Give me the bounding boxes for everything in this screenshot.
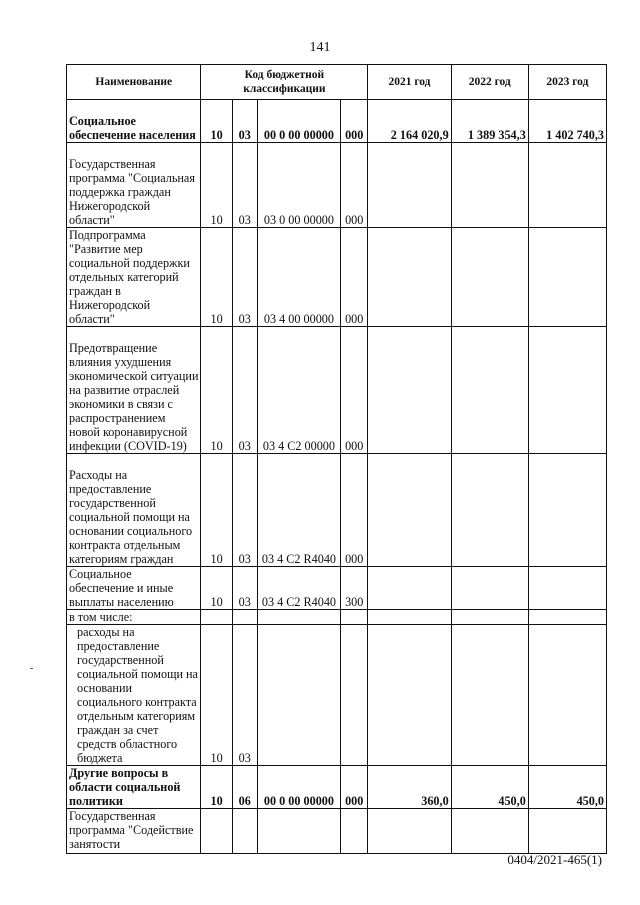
row-code-type: 000	[341, 454, 368, 567]
row-code-target: 00 0 00 00000	[257, 766, 340, 809]
header-2023: 2023 год	[528, 65, 606, 100]
table-row	[67, 766, 607, 809]
table-row	[67, 567, 607, 610]
row-code-section	[201, 610, 232, 625]
row-code-subsection: 03	[232, 567, 257, 610]
row-value-2022	[451, 228, 528, 327]
row-name: Социальное обеспечение и иные выплаты населению	[67, 567, 201, 610]
row-value-2022	[451, 567, 528, 610]
row-value-2022	[451, 625, 528, 766]
row-value-2021	[368, 228, 451, 327]
row-code-section: 10	[201, 567, 232, 610]
row-code-type: 000	[341, 766, 368, 809]
row-value-2021	[368, 454, 451, 567]
row-code-subsection	[232, 809, 257, 854]
row-name: Социальное обеспечение населения	[67, 100, 201, 143]
row-name: Государственная программа "Содействие занятости	[67, 809, 201, 854]
row-code-subsection: 03	[232, 625, 257, 766]
row-value-2022	[451, 143, 528, 228]
row-value-2023	[528, 327, 606, 454]
row-value-2022	[451, 610, 528, 625]
row-code-target	[257, 809, 340, 854]
table-row	[67, 610, 607, 625]
row-code-subsection: 03	[232, 228, 257, 327]
row-value-2023	[528, 610, 606, 625]
row-code-target: 03 4 C2 00000	[257, 327, 340, 454]
row-name: расходы на предоставление государственной социальной помощи на основании социального контракта отдельным категориям граждан за счет средств областного бюджета	[67, 625, 201, 766]
row-value-2023: 450,0	[528, 766, 606, 809]
row-code-type: 000	[341, 100, 368, 143]
row-value-2021	[368, 143, 451, 228]
table-row	[67, 809, 607, 854]
header-2022: 2022 год	[451, 65, 528, 100]
row-code-type: 300	[341, 567, 368, 610]
row-code-section	[201, 809, 232, 854]
row-code-section: 10	[201, 454, 232, 567]
row-code-target: 03 4 00 00000	[257, 228, 340, 327]
row-name: Расходы на предоставление государственной социальной помощи на основании социального контракта отдельным категориям граждан	[67, 454, 201, 567]
row-value-2021	[368, 625, 451, 766]
row-value-2022	[451, 809, 528, 854]
row-value-2021: 360,0	[368, 766, 451, 809]
row-code-subsection	[232, 610, 257, 625]
row-code-type	[341, 610, 368, 625]
row-code-target	[257, 625, 340, 766]
row-value-2022	[451, 327, 528, 454]
header-row	[67, 65, 607, 100]
row-name: Предотвращение влияния ухудшения экономической ситуации на развитие отраслей экономики в связи с распространением новой коронавирусной инфекции (COVID-19)	[67, 327, 201, 454]
row-code-section: 10	[201, 327, 232, 454]
row-code-target: 03 4 C2 R4040	[257, 454, 340, 567]
row-code-section: 10	[201, 143, 232, 228]
row-code-type	[341, 809, 368, 854]
row-code-type: 000	[341, 228, 368, 327]
row-code-subsection: 03	[232, 327, 257, 454]
document-code: 0404/2021-465(1)	[507, 852, 602, 867]
row-code-subsection: 06	[232, 766, 257, 809]
row-value-2021	[368, 567, 451, 610]
row-value-2021	[368, 610, 451, 625]
row-name: в том числе:	[67, 610, 201, 625]
row-code-type: 000	[341, 143, 368, 228]
row-value-2021: 2 164 020,9	[368, 100, 451, 143]
row-code-section: 10	[201, 100, 232, 143]
row-value-2022	[451, 454, 528, 567]
row-code-type	[341, 625, 368, 766]
row-value-2023	[528, 625, 606, 766]
row-value-2023: 1 402 740,3	[528, 100, 606, 143]
page-number: 141	[309, 40, 331, 55]
row-name: Государственная программа "Социальная поддержка граждан Нижегородской области"	[67, 143, 201, 228]
row-code-target: 03 0 00 00000	[257, 143, 340, 228]
row-value-2023	[528, 567, 606, 610]
row-value-2023	[528, 143, 606, 228]
row-name: Подпрограмма "Развитие мер социальной поддержки отдельных категорий граждан в Нижегородской области"	[67, 228, 201, 327]
row-code-target	[257, 610, 340, 625]
row-code-section: 10	[201, 228, 232, 327]
table-row	[67, 625, 607, 766]
row-code-section: 10	[201, 766, 232, 809]
row-value-2023	[528, 809, 606, 854]
row-code-target: 00 0 00 00000	[257, 100, 340, 143]
table-row	[67, 100, 607, 143]
row-value-2023	[528, 454, 606, 567]
table-row	[67, 228, 607, 327]
header-code: Код бюджетной классификации	[201, 65, 368, 100]
row-value-2022: 1 389 354,3	[451, 100, 528, 143]
row-code-subsection: 03	[232, 454, 257, 567]
header-2021: 2021 год	[368, 65, 451, 100]
table-row	[67, 143, 607, 228]
row-code-subsection: 03	[232, 100, 257, 143]
row-value-2021	[368, 327, 451, 454]
table-row	[67, 454, 607, 567]
budget-table	[66, 64, 607, 854]
row-code-target: 03 4 C2 R4040	[257, 567, 340, 610]
row-code-section: 10	[201, 625, 232, 766]
row-value-2022: 450,0	[451, 766, 528, 809]
row-name: Другие вопросы в области социальной политики	[67, 766, 201, 809]
table-row	[67, 327, 607, 454]
row-value-2021	[368, 809, 451, 854]
row-value-2023	[528, 228, 606, 327]
row-code-subsection: 03	[232, 143, 257, 228]
header-name: Наименование	[67, 65, 201, 100]
scan-mark	[30, 668, 33, 669]
row-code-type: 000	[341, 327, 368, 454]
